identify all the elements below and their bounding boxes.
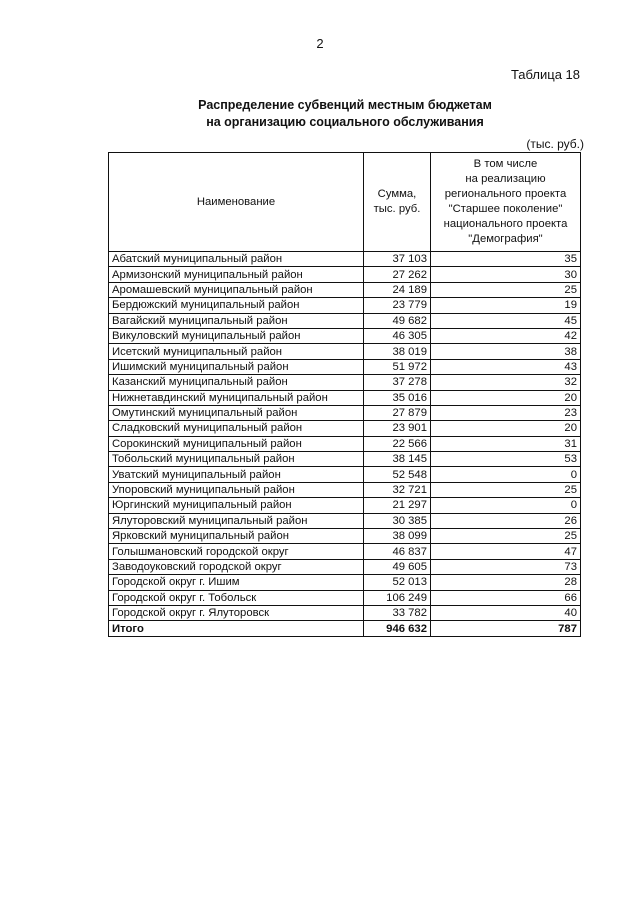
row-sum: 52 013 <box>364 575 431 590</box>
row-name: Тобольский муниципальный район <box>109 452 364 467</box>
page-number: 2 <box>316 36 324 51</box>
table-body <box>109 252 581 637</box>
row-name: Викуловский муниципальный район <box>109 328 364 343</box>
row-name: Заводоуковский городской округ <box>109 559 364 574</box>
row-name: Ишимский муниципальный район <box>109 359 364 374</box>
table-row <box>109 390 581 405</box>
row-name: Сорокинский муниципальный район <box>109 436 364 451</box>
row-name: Омутинский муниципальный район <box>109 405 364 420</box>
row-project: 31 <box>431 436 581 451</box>
subventions-table <box>108 152 581 637</box>
header-sum-line-2: тыс. руб. <box>373 203 421 215</box>
row-name: Ялуторовский муниципальный район <box>109 513 364 528</box>
row-name: Упоровский муниципальный район <box>109 482 364 497</box>
row-project: 23 <box>431 405 581 420</box>
table-row <box>109 482 581 497</box>
table-row <box>109 498 581 513</box>
row-project: 30 <box>431 267 581 282</box>
table-row <box>109 513 581 528</box>
row-project: 26 <box>431 513 581 528</box>
total-project: 787 <box>431 621 581 636</box>
row-project: 0 <box>431 467 581 482</box>
row-sum: 33 782 <box>364 605 431 620</box>
row-project: 32 <box>431 375 581 390</box>
row-project: 25 <box>431 482 581 497</box>
row-sum: 49 682 <box>364 313 431 328</box>
row-sum: 27 879 <box>364 405 431 420</box>
total-name: Итого <box>109 621 364 636</box>
row-sum: 35 016 <box>364 390 431 405</box>
table-row <box>109 559 581 574</box>
row-project: 25 <box>431 282 581 297</box>
row-sum: 32 721 <box>364 482 431 497</box>
row-sum: 37 103 <box>364 252 431 267</box>
row-name: Голышмановский городской округ <box>109 544 364 559</box>
header-sum <box>364 153 431 252</box>
row-sum: 23 901 <box>364 421 431 436</box>
row-name: Городской округ г. Тобольск <box>109 590 364 605</box>
table-row <box>109 344 581 359</box>
header-project-line-2: на реализацию <box>465 173 546 185</box>
row-project: 20 <box>431 390 581 405</box>
table-row <box>109 436 581 451</box>
row-project: 40 <box>431 605 581 620</box>
row-name: Армизонский муниципальный район <box>109 267 364 282</box>
row-sum: 49 605 <box>364 559 431 574</box>
table-row <box>109 282 581 297</box>
units-label: (тыс. руб.) <box>526 137 584 151</box>
table-row <box>109 298 581 313</box>
table-row <box>109 328 581 343</box>
row-project: 38 <box>431 344 581 359</box>
row-project: 73 <box>431 559 581 574</box>
row-sum: 38 019 <box>364 344 431 359</box>
row-sum: 52 548 <box>364 467 431 482</box>
row-name: Уватский муниципальный район <box>109 467 364 482</box>
row-sum: 38 099 <box>364 529 431 544</box>
row-name: Ярковский муниципальный район <box>109 529 364 544</box>
row-sum: 23 779 <box>364 298 431 313</box>
row-project: 28 <box>431 575 581 590</box>
row-project: 0 <box>431 498 581 513</box>
row-project: 20 <box>431 421 581 436</box>
row-name: Абатский муниципальный район <box>109 252 364 267</box>
table-header-row <box>109 153 581 252</box>
title-line-2: на организацию социального обслуживания <box>206 115 484 129</box>
row-sum: 106 249 <box>364 590 431 605</box>
row-name: Городской округ г. Ялуторовск <box>109 605 364 620</box>
row-name: Бердюжский муниципальный район <box>109 298 364 313</box>
table-row <box>109 605 581 620</box>
row-project: 25 <box>431 529 581 544</box>
row-project: 53 <box>431 452 581 467</box>
header-project <box>431 153 581 252</box>
row-project: 47 <box>431 544 581 559</box>
row-sum: 51 972 <box>364 359 431 374</box>
table-row <box>109 544 581 559</box>
document-title <box>0 97 640 131</box>
header-project-line-5: национального проекта <box>443 218 568 230</box>
row-project: 19 <box>431 298 581 313</box>
table-row <box>109 575 581 590</box>
header-project-line-3: регионального проекта <box>444 188 567 200</box>
header-project-line-6: "Демография" <box>468 233 543 245</box>
row-sum: 22 566 <box>364 436 431 451</box>
table-row <box>109 452 581 467</box>
table-row <box>109 375 581 390</box>
row-project: 35 <box>431 252 581 267</box>
row-sum: 46 837 <box>364 544 431 559</box>
total-sum: 946 632 <box>364 621 431 636</box>
row-project: 43 <box>431 359 581 374</box>
header-project-line-1: В том числе <box>473 158 538 170</box>
row-name: Казанский муниципальный район <box>109 375 364 390</box>
row-sum: 46 305 <box>364 328 431 343</box>
header-name <box>109 153 364 252</box>
row-name: Исетский муниципальный район <box>109 344 364 359</box>
row-sum: 38 145 <box>364 452 431 467</box>
row-sum: 24 189 <box>364 282 431 297</box>
header-name-label: Наименование <box>196 195 276 208</box>
header-project-line-4: "Старшее поколение" <box>448 203 563 215</box>
row-name: Нижнетавдинский муниципальный район <box>109 390 364 405</box>
table-row <box>109 421 581 436</box>
table-row <box>109 590 581 605</box>
table-row <box>109 313 581 328</box>
table-row <box>109 267 581 282</box>
row-project: 42 <box>431 328 581 343</box>
table-row <box>109 405 581 420</box>
table-row <box>109 252 581 267</box>
row-sum: 27 262 <box>364 267 431 282</box>
table-row <box>109 359 581 374</box>
header-sum-line-1: Сумма, <box>377 188 417 200</box>
row-name: Аромашевский муниципальный район <box>109 282 364 297</box>
table-row <box>109 529 581 544</box>
row-sum: 30 385 <box>364 513 431 528</box>
row-sum: 21 297 <box>364 498 431 513</box>
table-row <box>109 467 581 482</box>
row-name: Городской округ г. Ишим <box>109 575 364 590</box>
total-row <box>109 621 581 636</box>
row-name: Вагайский муниципальный район <box>109 313 364 328</box>
table-label: Таблица 18 <box>510 67 580 82</box>
row-sum: 37 278 <box>364 375 431 390</box>
row-name: Сладковский муниципальный район <box>109 421 364 436</box>
row-name: Юргинский муниципальный район <box>109 498 364 513</box>
row-project: 66 <box>431 590 581 605</box>
row-project: 45 <box>431 313 581 328</box>
title-line-1: Распределение субвенций местным бюджетам <box>198 98 492 112</box>
